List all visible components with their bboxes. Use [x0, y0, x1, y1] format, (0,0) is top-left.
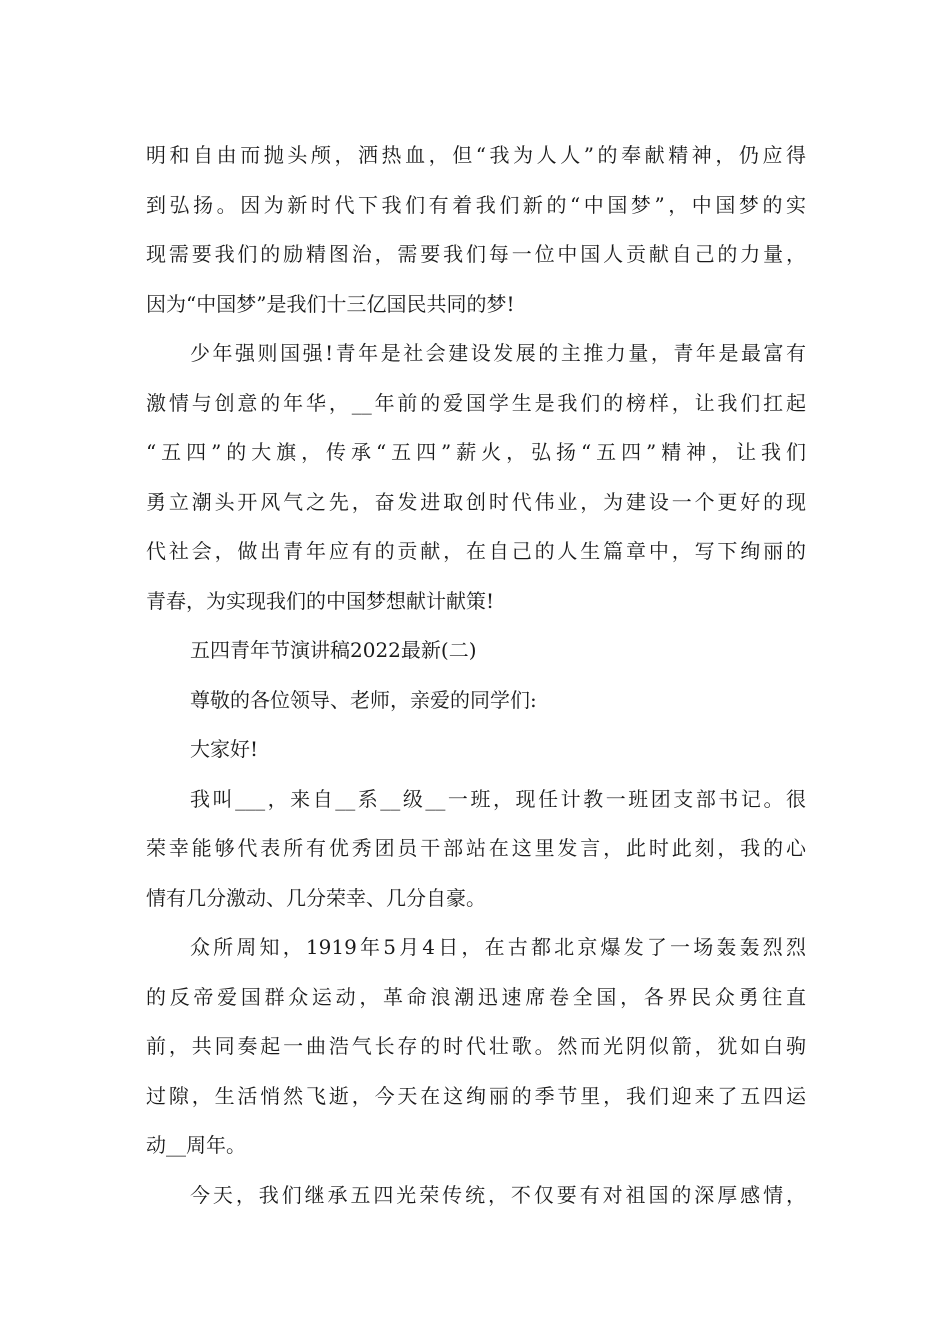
text-line: 荣幸能够代表所有优秀团员干部站在这里发言，此时此刻，我的心: [146, 836, 806, 860]
text-line: 众所周知，1919年5月4日，在古都北京爆发了一场轰轰烈烈: [190, 935, 806, 959]
text-line: 少年强则国强!青年是社会建设发展的主推力量，青年是最富有: [190, 341, 806, 365]
text-line: 过隙，生活悄然飞逝，今天在这绚丽的季节里，我们迎来了五四运: [146, 1083, 806, 1108]
text-line: 代社会，做出青年应有的贡献，在自己的人生篇章中，写下绚丽的: [146, 539, 806, 563]
text-line: 尊敬的各位领导、老师，亲爱的同学们:: [190, 687, 537, 712]
text-line: 勇立潮头开风气之先，奋发进取创时代伟业，为建设一个更好的现: [146, 489, 806, 514]
text-line: 青春，为实现我们的中国梦想献计献策!: [146, 588, 495, 613]
text-line: 动__周年。: [146, 1133, 246, 1157]
text-line: 情有几分激动、几分荣幸、几分自豪。: [146, 885, 486, 910]
text-line: 现需要我们的励精图治，需要我们每一位中国人贡献自己的力量，: [146, 242, 806, 266]
text-line: 大家好!: [190, 737, 259, 761]
text-line: 到弘扬。因为新时代下我们有着我们新的“中国梦”，中国梦的实: [146, 192, 806, 217]
text-line: 明和自由而抛头颅，洒热血，但“我为人人”的奉献精神，仍应得: [146, 143, 806, 167]
text-line: “五四”的大旗，传承“五四”薪火，弘扬“五四”精神，让我们: [146, 440, 806, 464]
text-line: 前，共同奏起一曲浩气长存的时代壮歌。然而光阴似箭，犹如白驹: [146, 1034, 806, 1058]
text-line: 我叫___，来自__系__级__一班，现任计教一班团支部书记。很: [190, 786, 806, 811]
text-line: 激情与创意的年华，__年前的爱国学生是我们的榜样，让我们扛起: [146, 390, 806, 415]
text-line: 的反帝爱国群众运动，革命浪潮迅速席卷全国，各界民众勇往直: [146, 984, 806, 1009]
document-body: [146, 131, 806, 1220]
text-line: 因为“中国梦”是我们十三亿国民共同的梦!: [146, 291, 515, 316]
text-line: 五四青年节演讲稿2022最新(二): [190, 638, 477, 662]
text-line: 今天，我们继承五四光荣传统，不仅要有对祖国的深厚感情，: [190, 1182, 806, 1207]
